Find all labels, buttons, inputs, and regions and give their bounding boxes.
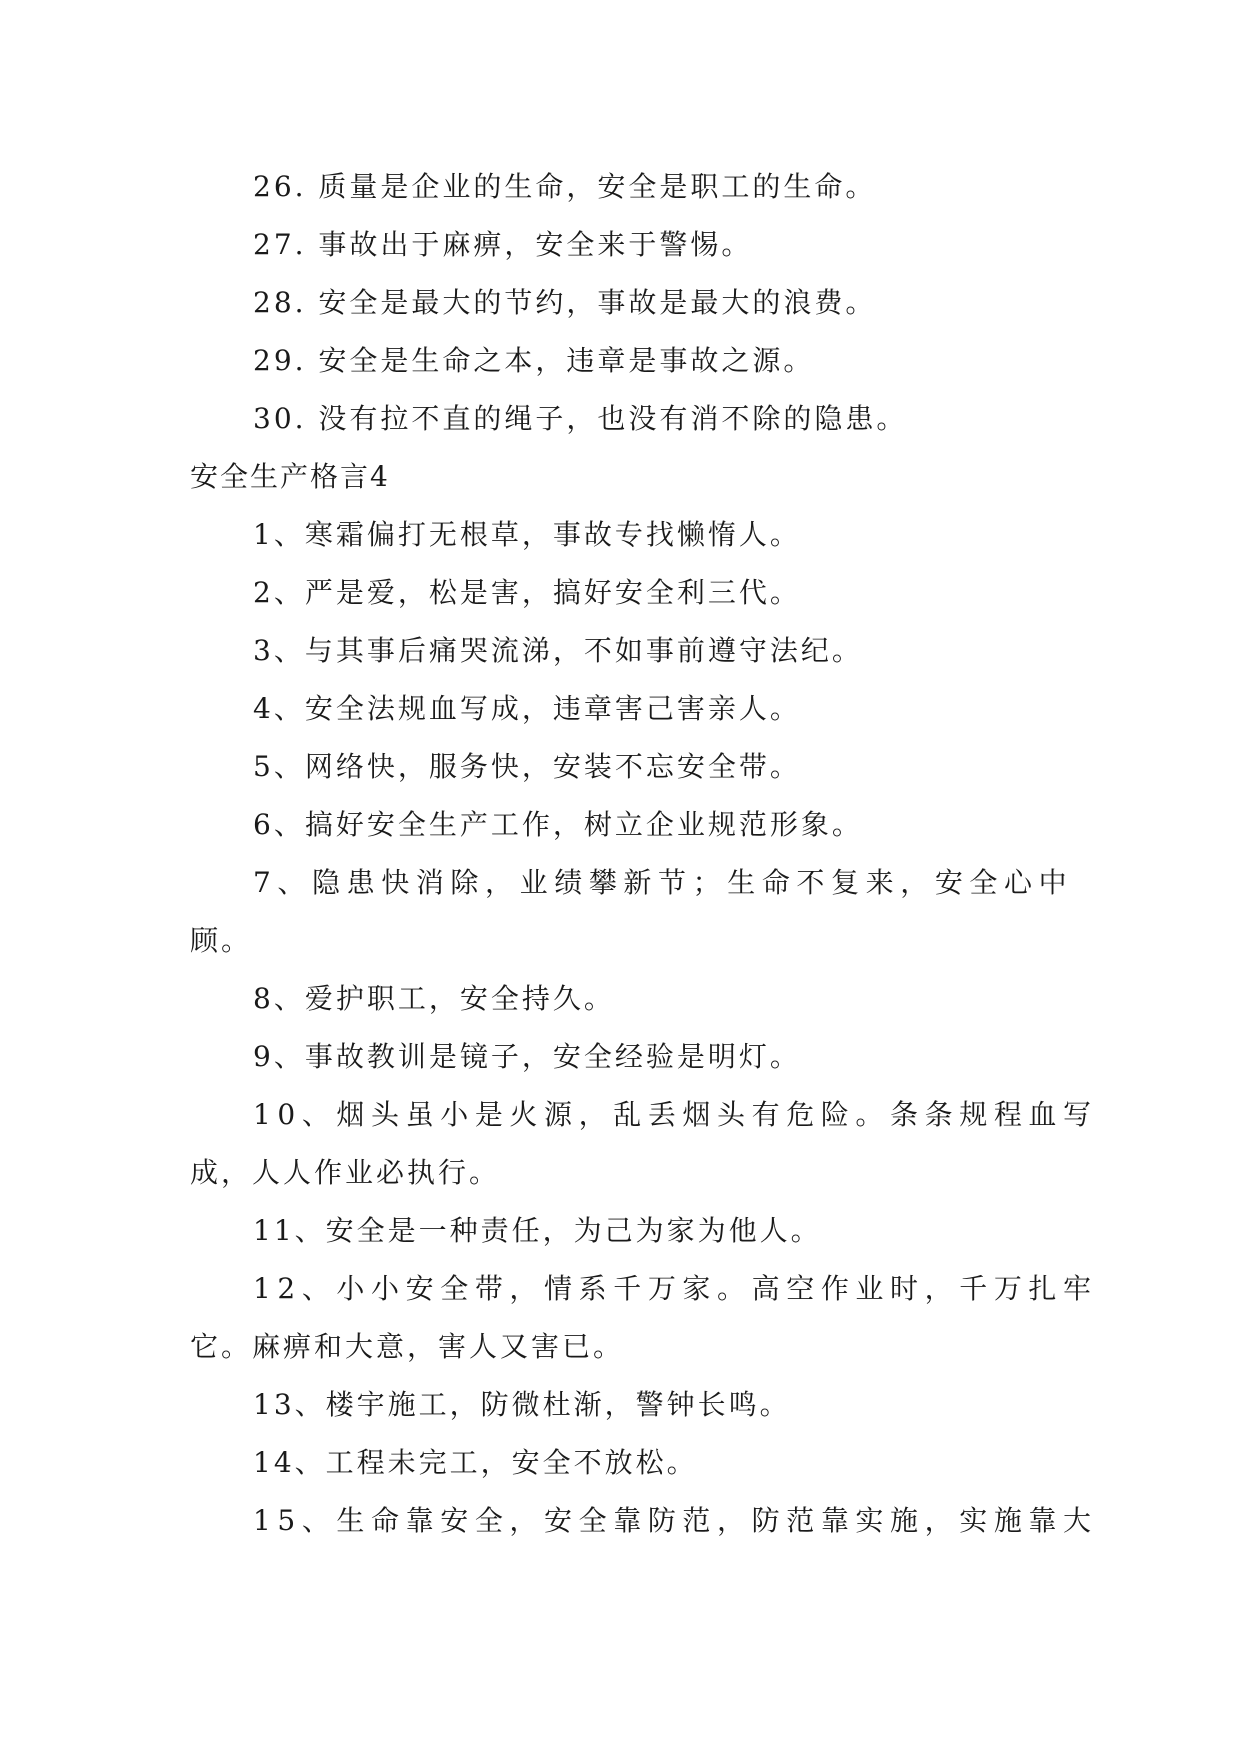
list-item: 14、工程未完工，安全不放松。 — [253, 1446, 698, 1479]
list-item: 7、隐患快消除，业绩攀新节；生命不复来，安全心中 — [253, 866, 1074, 899]
list-item-continuation: 顾。 — [190, 924, 253, 957]
list-item: 10、烟头虽小是火源，乱丢烟头有危险。条条规程血写 — [253, 1098, 1098, 1131]
list-item: 6、搞好安全生产工作，树立企业规范形象。 — [253, 808, 863, 841]
list-item-continuation: 成，人人作业必执行。 — [190, 1156, 501, 1189]
list-item: 26. 质量是企业的生命，安全是职工的生命。 — [253, 170, 877, 203]
list-item: 30. 没有拉不直的绳子，也没有消不除的隐患。 — [253, 402, 908, 435]
list-item: 12、小小安全带，情系千万家。高空作业时，千万扎牢 — [253, 1272, 1098, 1305]
document-body — [190, 158, 1098, 1550]
list-item: 5、网络快，服务快，安装不忘安全带。 — [253, 750, 801, 783]
list-item: 28. 安全是最大的节约，事故是最大的浪费。 — [253, 286, 877, 319]
list-item: 15、生命靠安全，安全靠防范，防范靠实施，实施靠大 — [253, 1504, 1098, 1537]
list-item: 13、楼宇施工，防微杜渐，警钟长鸣。 — [253, 1388, 791, 1421]
list-item: 8、爱护职工，安全持久。 — [253, 982, 615, 1015]
list-item: 1、寒霜偏打无根草，事故专找懒惰人。 — [253, 518, 801, 551]
list-item: 11、安全是一种责任，为己为家为他人。 — [253, 1214, 822, 1247]
list-item: 4、安全法规血写成，违章害己害亲人。 — [253, 692, 801, 725]
list-item: 9、事故教训是镜子，安全经验是明灯。 — [253, 1040, 801, 1073]
list-item: 29. 安全是生命之本，违章是事故之源。 — [253, 344, 815, 377]
list-item: 3、与其事后痛哭流涕，不如事前遵守法纪。 — [253, 634, 863, 667]
section-heading: 安全生产格言4 — [190, 460, 390, 493]
list-item-continuation: 它。麻痹和大意，害人又害已。 — [190, 1330, 625, 1363]
list-item: 2、严是爱，松是害，搞好安全利三代。 — [253, 576, 801, 609]
list-item: 27. 事故出于麻痹，安全来于警惕。 — [253, 228, 753, 261]
